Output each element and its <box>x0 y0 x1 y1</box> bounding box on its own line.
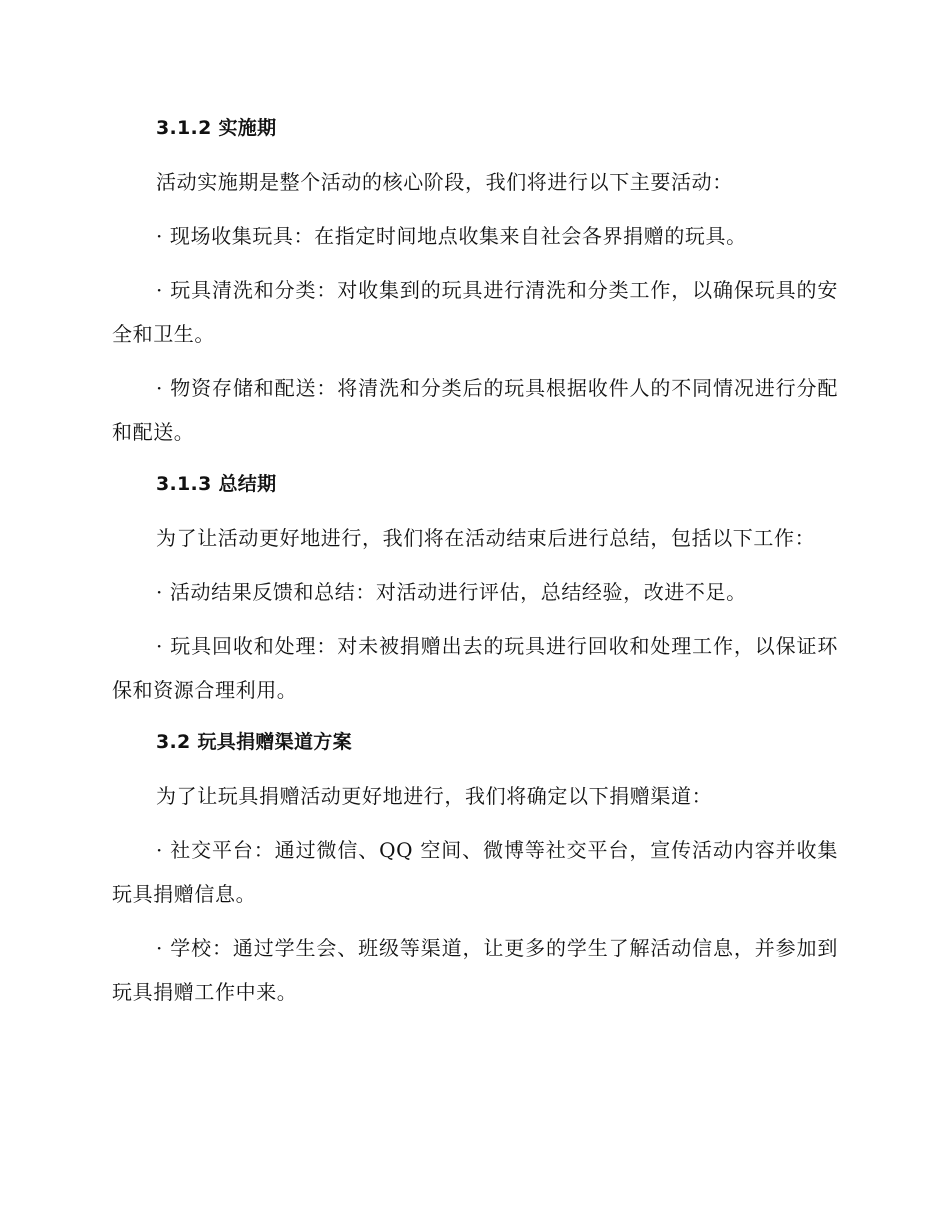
bullet-recycling: · 玩具回收和处理：对未被捐赠出去的玩具进行回收和处理工作，以保证环保和资源合理利用。 <box>112 634 838 702</box>
bullet-onsite-collection: · 现场收集玩具：在指定时间地点收集来自社会各界捐赠的玩具。 <box>156 224 747 248</box>
bullet-storage-delivery: · 物资存储和配送：将清洗和分类后的玩具根据收件人的不同情况进行分配和配送。 <box>112 376 838 444</box>
document-body <box>112 108 838 1024</box>
heading-3-1-3: 3.1.3 总结期 <box>156 473 277 495</box>
paragraph-intro-channels: 为了让玩具捐赠活动更好地进行，我们将确定以下捐赠渠道： <box>156 784 713 808</box>
paragraph-intro-implementation: 活动实施期是整个活动的核心阶段，我们将进行以下主要活动： <box>156 170 733 194</box>
heading-3-2: 3.2 玩具捐赠渠道方案 <box>156 731 352 753</box>
paragraph-intro-summary: 为了让活动更好地进行，我们将在活动结束后进行总结，包括以下工作： <box>156 526 816 550</box>
bullet-feedback-summary: · 活动结果反馈和总结：对活动进行评估，总结经验，改进不足。 <box>156 580 747 604</box>
bullet-social-platforms: · 社交平台：通过微信、QQ 空间、微博等社交平台，宣传活动内容并收集玩具捐赠信息。 <box>112 838 838 906</box>
heading-3-1-2: 3.1.2 实施期 <box>156 117 277 139</box>
bullet-cleaning-sorting: · 玩具清洗和分类：对收集到的玩具进行清洗和分类工作，以确保玩具的安全和卫生。 <box>112 278 838 346</box>
bullet-schools: · 学校：通过学生会、班级等渠道，让更多的学生了解活动信息，并参加到玩具捐赠工作中来。 <box>112 936 838 1004</box>
